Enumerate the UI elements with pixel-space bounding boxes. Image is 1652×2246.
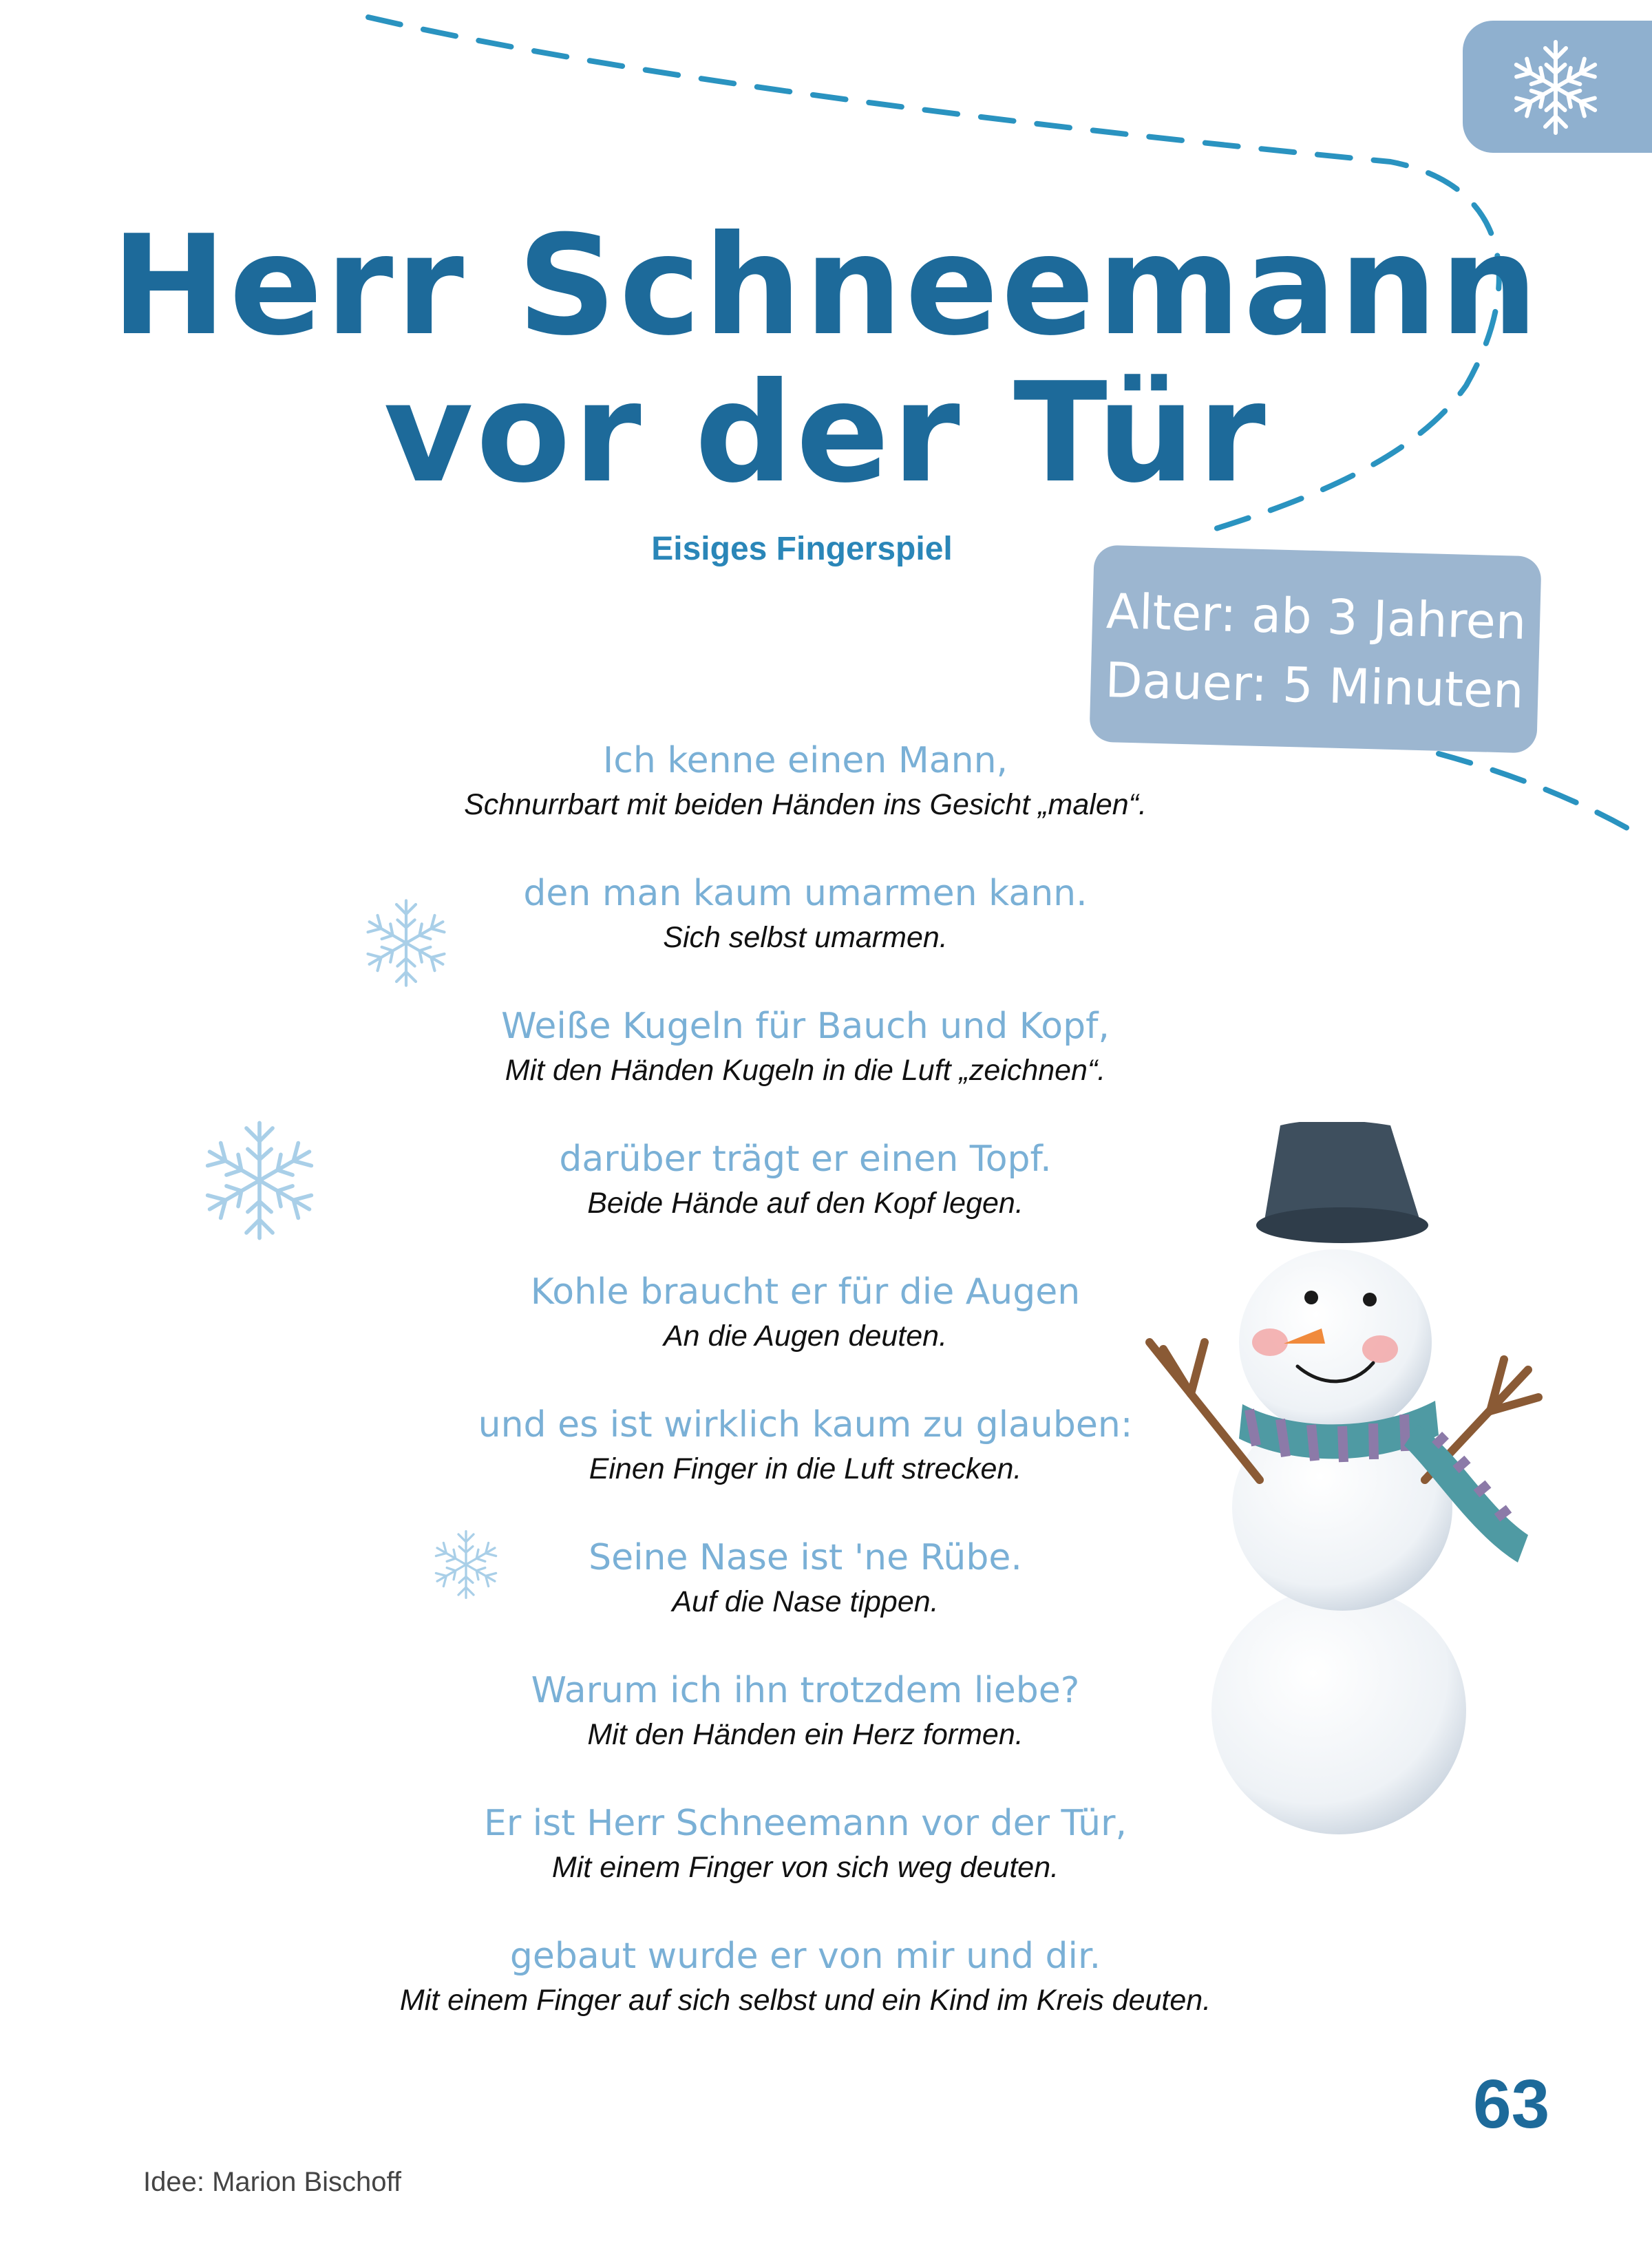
duration-label: Dauer: 5 Minuten <box>1104 652 1525 719</box>
verse-line: darüber trägt er einen Topf. <box>559 1138 1052 1180</box>
snowflake-icon <box>1504 36 1607 139</box>
verse-instruction: Beide Hände auf den Kopf legen. <box>587 1187 1024 1220</box>
verse <box>289 1932 1322 2065</box>
snowman-illustration <box>1115 1122 1563 1838</box>
verse <box>289 1002 1322 1135</box>
verse-line: gebaut wurde er von mir und dir. <box>509 1936 1101 1977</box>
verse-instruction: An die Augen deuten. <box>663 1320 948 1353</box>
verse-line: Warum ich ihn trotzdem liebe? <box>531 1670 1080 1711</box>
verse-instruction: Auf die Nase tippen. <box>672 1585 939 1618</box>
verse-instruction: Einen Finger in die Luft strecken. <box>589 1452 1022 1485</box>
verse-instruction: Mit einem Finger auf sich selbst und ein Kind im Kreis deuten. <box>399 1984 1211 2017</box>
verse-line: Kohle braucht er für die Augen <box>530 1271 1081 1313</box>
age-duration-box <box>1089 545 1541 754</box>
verse-instruction: Mit einem Finger von sich weg deuten. <box>551 1851 1059 1884</box>
verse-instruction: Schnurrbart mit beiden Händen ins Gesicht „malen“. <box>464 788 1147 821</box>
verse-line: Er ist Herr Schneemann vor der Tür, <box>483 1803 1127 1844</box>
verse-line: Ich kenne einen Mann, <box>602 740 1008 781</box>
verse-line: den man kaum umarmen kann. <box>523 873 1088 914</box>
verse-line: Seine Nase ist 'ne Rübe. <box>589 1537 1022 1578</box>
verse-instruction: Mit den Händen ein Herz formen. <box>587 1718 1024 1751</box>
verse-line: Weiße Kugeln für Bauch und Kopf, <box>501 1006 1110 1047</box>
verse <box>289 869 1322 1002</box>
corner-tab <box>1463 21 1652 153</box>
age-label: Alter: ab 3 Jahren <box>1105 583 1527 650</box>
page-title-line1: Herr Schneemann <box>111 206 1541 366</box>
verse-instruction: Mit den Händen Kugeln in die Luft „zeichnen“. <box>505 1054 1106 1087</box>
verse-line: und es ist wirklich kaum zu glauben: <box>478 1404 1133 1445</box>
page-number: 63 <box>1473 2066 1550 2143</box>
credit-text: Idee: Marion Bischoff <box>143 2167 402 2197</box>
page-title-line2: vor der Tür <box>383 353 1269 513</box>
verse <box>289 737 1322 869</box>
subtitle: Eisiges Fingerspiel <box>651 531 953 567</box>
verse-instruction: Sich selbst umarmen. <box>663 921 948 954</box>
